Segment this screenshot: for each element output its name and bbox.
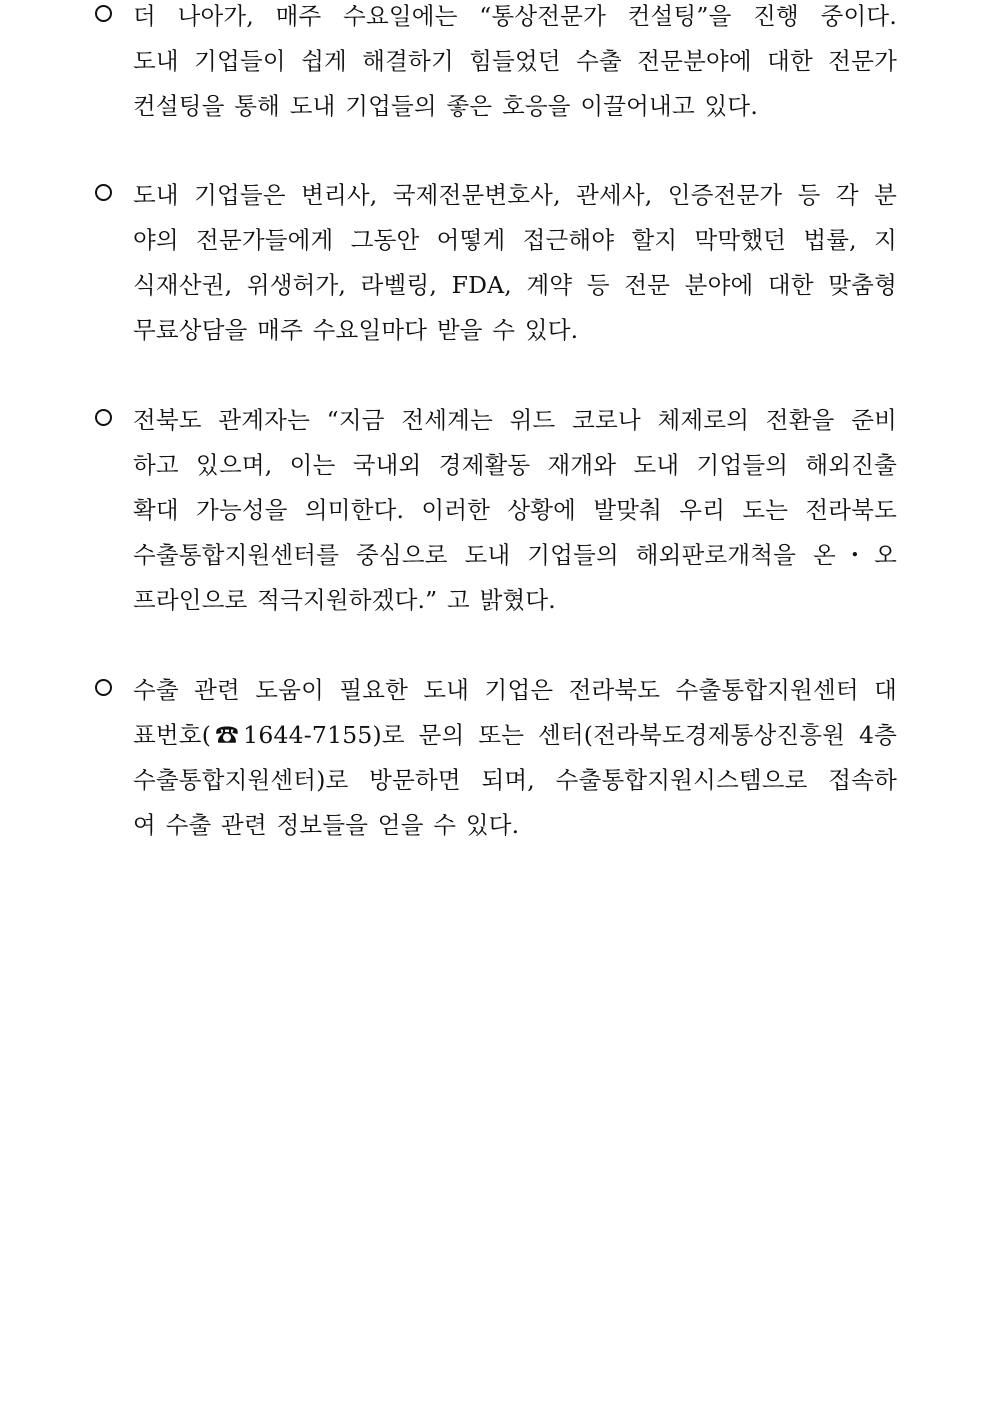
paragraph-text: [133, 398, 897, 623]
text-line: 야의 전문가들에게 그동안 어떻게 접근해야 할지 막막했던 법률, 지: [133, 226, 897, 254]
text-line: 확대 가능성을 의미한다. 이러한 상황에 발맞춰 우리 도는 전라북도: [133, 496, 897, 524]
circle-bullet-icon: [95, 184, 112, 201]
circle-bullet-icon: [95, 409, 112, 426]
paragraph-text: [133, 173, 897, 353]
text-line: 하고 있으며, 이는 국내외 경제활동 재개와 도내 기업들의 해외진출: [133, 451, 897, 479]
circle-bullet-icon: [95, 679, 112, 696]
text-line: 표번호(☎1644-7155)로 문의 또는 센터(전라북도경제통상진흥원 4층: [133, 721, 897, 749]
paragraph-consulting: [95, 0, 897, 129]
text-line: 프라인으로 적극지원하겠다.” 고 밝혔다.: [133, 586, 556, 614]
text-line: 컨설팅을 통해 도내 기업들의 좋은 호응을 이끌어내고 있다.: [133, 92, 758, 120]
circle-bullet-icon: [95, 5, 112, 22]
text-line: 여 수출 관련 정보들을 얻을 수 있다.: [133, 811, 520, 839]
text-line: 식재산권, 위생허가, 라벨링, FDA, 계약 등 전문 분야에 대한 맞춤형: [133, 271, 897, 299]
paragraph-text: [133, 668, 897, 848]
text-line: 무료상담을 매주 수요일마다 받을 수 있다.: [133, 316, 579, 344]
paragraph-contact-info: [95, 668, 897, 848]
text-line: 전북도 관계자는 “지금 전세계는 위드 코로나 체제로의 전환을 준비: [133, 406, 897, 434]
text-line: 수출통합지원센터를 중심으로 도내 기업들의 해외판로개척을 온・오: [133, 541, 897, 569]
paragraph-official-quote: [95, 398, 897, 623]
text-line: 수출통합지원센터)로 방문하면 되며, 수출통합지원시스템으로 접속하: [133, 766, 897, 794]
text-line: 수출 관련 도움이 필요한 도내 기업은 전라북도 수출통합지원센터 대: [133, 676, 897, 704]
text-line: 도내 기업들이 쉽게 해결하기 힘들었던 수출 전문분야에 대한 전문가: [133, 47, 897, 75]
text-line: 더 나아가, 매주 수요일에는 “통상전문가 컨설팅”을 진행 중이다.: [133, 2, 897, 30]
text-line: 도내 기업들은 변리사, 국제전문변호사, 관세사, 인증전문가 등 각 분: [133, 181, 897, 209]
paragraph-text: [133, 0, 897, 129]
paragraph-experts: [95, 173, 897, 353]
